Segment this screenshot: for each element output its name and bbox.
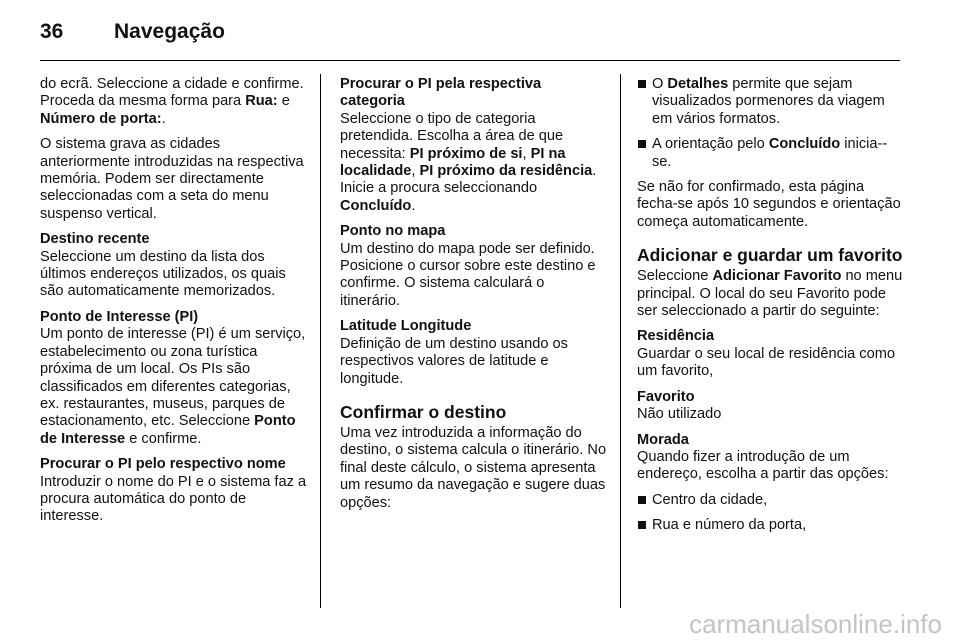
section-text: Um destino do mapa pode ser definido. Posicione o cursor sobre este destino e confirme. O sistema calculará o itinerário. [340,240,596,309]
list-item: O Detalhes permite que sejam visualizados pormenores da viagem em vários formatos. [637,76,905,128]
section-title-confirm-destination: Confirmar o destino [340,401,507,422]
column-divider-2 [620,74,621,608]
section-residence [637,328,905,380]
paragraph-memory: O sistema grava as cidades anteriormente introduzidas na respectiva memória. Podem ser directamente seleccionadas com a seta do menu suspenso vertical. [40,136,304,222]
section-text: Introduzir o nome do PI e o sistema faz a procura automática do ponto de interesse. [40,473,307,525]
section-heading: Procurar o PI pela respectiva categoria [340,76,542,110]
column-divider-1 [320,74,321,608]
header-rule [40,60,900,61]
list-item: Rua e número da porta, [637,517,905,534]
section-address [637,432,905,484]
section-lat-long [340,318,608,388]
section-heading: Favorito [637,388,695,405]
section-heading: Destino recente [40,231,150,248]
section-heading: Procurar o PI pelo respectivo nome [40,456,286,473]
paragraph-auto-start: Se não for confirmado, esta página fecha-se após 10 segundos e orientação começa automaticamente. [637,179,901,230]
section-heading: Ponto no mapa [340,223,446,240]
section-poi-by-category: Procurar o PI pela respectiva categoria Seleccione o tipo de categoria pretendida. Escolha a área de que necessita: PI próximo de si, PI na localidade, PI próximo da residência. Inicie a procura seleccionando Concluído. [340,76,608,215]
section-text: Guardar o seu local de residência como um favorito, [637,345,895,380]
bullet-square-icon [638,521,646,529]
section-poi-by-name [40,456,308,526]
section-map-point [340,223,608,310]
section-heading: Latitude Longitude [340,318,472,335]
section-heading: Ponto de Interesse (PI) [40,308,199,325]
page-number: 36 [40,20,64,43]
section-favorite [637,389,905,424]
paragraph-add-favorite: Seleccione Adicionar Favorito no menu principal. O local do seu Favorito pode ser seleccionado a partir do seguinte: [637,268,903,320]
watermark: carmanualsonline.info [689,609,942,639]
list-item: Centro da cidade, [637,492,905,509]
bullet-square-icon [638,496,646,504]
section-heading: Morada [637,431,689,448]
section-heading: Residência [637,328,715,345]
paragraph-city-confirm: do ecrã. Seleccione a cidade e confirme. Proceda da mesma forma para Rua: e Número de porta:. [40,76,304,127]
section-text: Não utilizado [637,406,722,423]
section-text: Definição de um destino usando os respectivos valores de latitude e longitude. [340,335,568,387]
section-poi: Ponto de Interesse (PI) Um ponto de interesse (PI) é um serviço, estabelecimento ou zona turística próxima de um local. Os PIs são classificados em diferentes categorias, ex. restaurantes, museus, parques de estacionamento, etc. Seleccione Ponto de Interesse e confirme. [40,309,308,448]
bullet-square-icon [638,140,646,148]
list-item: A orientação pelo Concluído inicia--se. [637,136,905,171]
column-2 [340,76,608,520]
section-text: Seleccione um destino da lista dos últimos endereços utilizados, os quais são automaticamente memorizados. [40,248,286,300]
column-1 [40,76,308,534]
column-3 [637,76,905,543]
section-title-add-favorite: Adicionar e guardar um favorito [637,245,903,266]
bullet-square-icon [638,80,646,88]
paragraph-confirm-destination: Uma vez introduzida a informação do destino, o sistema calcula o itinerário. No final deste cálculo, o sistema apresenta um resumo da navegação e sugere duas opções: [340,424,607,511]
section-recent-destination [40,231,308,301]
page-title: Navegação [114,20,225,43]
section-text: Quando fizer a introdução de um endereço, escolha a partir das opções: [637,448,889,483]
